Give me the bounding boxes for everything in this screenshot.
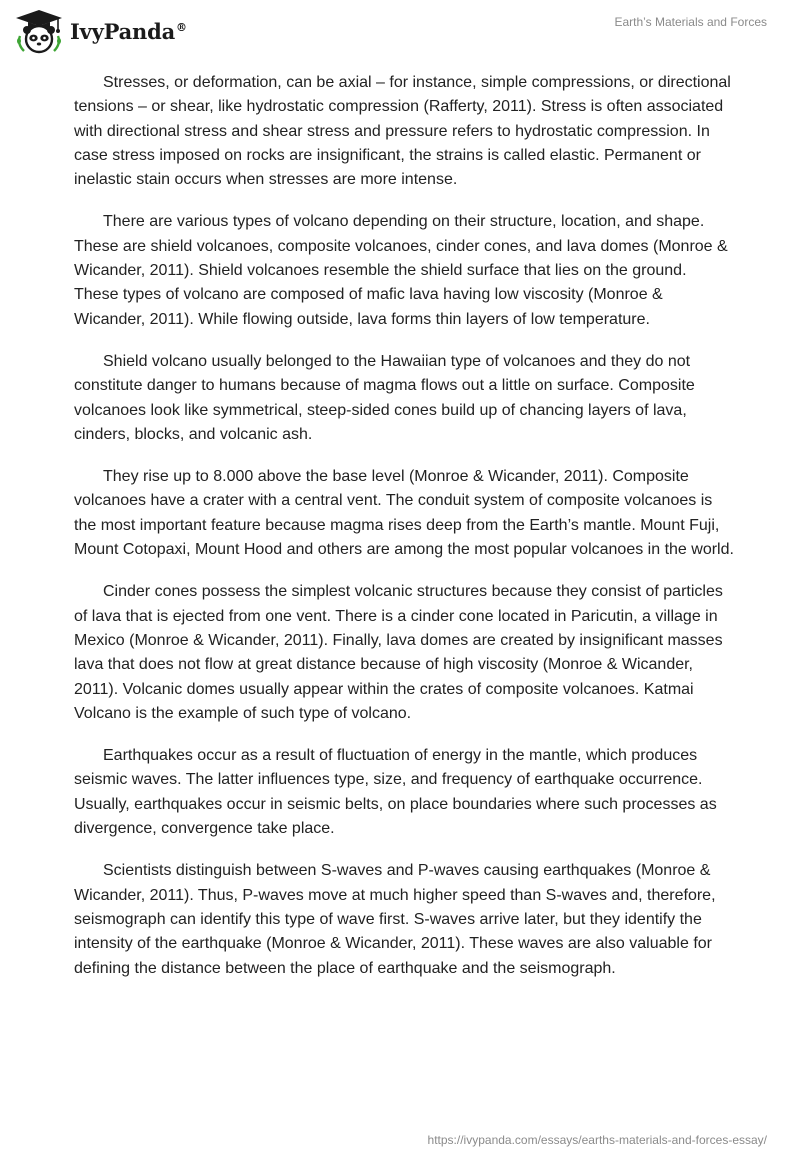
paragraph: They rise up to 8.000 above the base level (Monroe & Wicander, 2011). Composite volcanoes have a crater with a central vent. The conduit system of composite volcanoes is the most important feature because magma rises deep from the Earth’s mantle. Mount Fuji, Mount Cotopaxi, Mount Hood and others are among the most popular volcanoes in the world.: [74, 468, 734, 559]
paragraph: Stresses, or deformation, can be axial – for instance, simple compressions, or directional tensions – or shear, like hydrostatic compression (Rafferty, 2011). Stress is often associated with directional stress and shear stress and pressure refers to hydrostatic compression. In case stress imposed on rocks are insignificant, the strains is called elastic. Permanent or inelastic stain occurs when stresses are more intense.: [74, 74, 731, 189]
logo[interactable]: [14, 8, 187, 54]
page-header: [0, 0, 800, 60]
logo-text: [70, 19, 187, 44]
document-title: Earth’s Materials and Forces: [614, 15, 767, 29]
brand-name: IvyPanda: [70, 18, 176, 44]
paragraph: Shield volcano usually belonged to the Hawaiian type of volcanoes and they do not constitute danger to humans because of magma flows out a little on surface. Composite volcanoes look like symmetrical, steep-sided cones build up of chancing layers of lava, cinders, blocks, and volcanic ash.: [74, 352, 695, 443]
panda-graduate-icon: [14, 8, 64, 54]
paragraph: Earthquakes occur as a result of fluctuation of energy in the mantle, which produces seismic waves. The latter influences type, size, and frequency of earthquake occurrence. Usually, earthquakes occur in seismic belts, on place boundaries where such processes as divergence, convergence take place.: [74, 747, 717, 838]
source-url[interactable]: https://ivypanda.com/essays/earths-materials-and-forces-essay/: [427, 1133, 767, 1147]
essay-body: [74, 71, 734, 999]
paragraph: Cinder cones possess the simplest volcanic structures because they consist of particles of lava that is ejected from one vent. There is a cinder cone located in Paricutin, a village in Mexico (Monroe & Wicander, 2011). Finally, lava domes are created by insignificant masses lava that does not flow at great distance because of high viscosity (Monroe & Wicander, 2011). Volcanic domes usually appear within the crates of composite volcanoes. Katmai Volcano is the example of such type of volcano.: [74, 583, 723, 722]
paragraph: There are various types of volcano depending on their structure, location, and shape. These are shield volcanoes, composite volcanoes, cinder cones, and lava domes (Monroe & Wicander, 2011). Shield volcanoes resemble the shield surface that lies on the ground. These types of volcano are composed of mafic lava having low viscosity (Monroe & Wicander, 2011). While flowing outside, lava forms thin layers of low temperature.: [74, 213, 728, 328]
paragraph: Scientists distinguish between S-waves and P-waves causing earthquakes (Monroe & Wicander, 2011). Thus, P-waves move at much higher speed than S-waves and, therefore, seismograph can identify this type of wave first. S-waves arrive later, but they identify the intensity of the earthquake (Monroe & Wicander, 2011). These waves are also valuable for defining the distance between the place of earthquake and the seismograph.: [74, 862, 716, 977]
registered-mark: ®: [176, 20, 187, 34]
